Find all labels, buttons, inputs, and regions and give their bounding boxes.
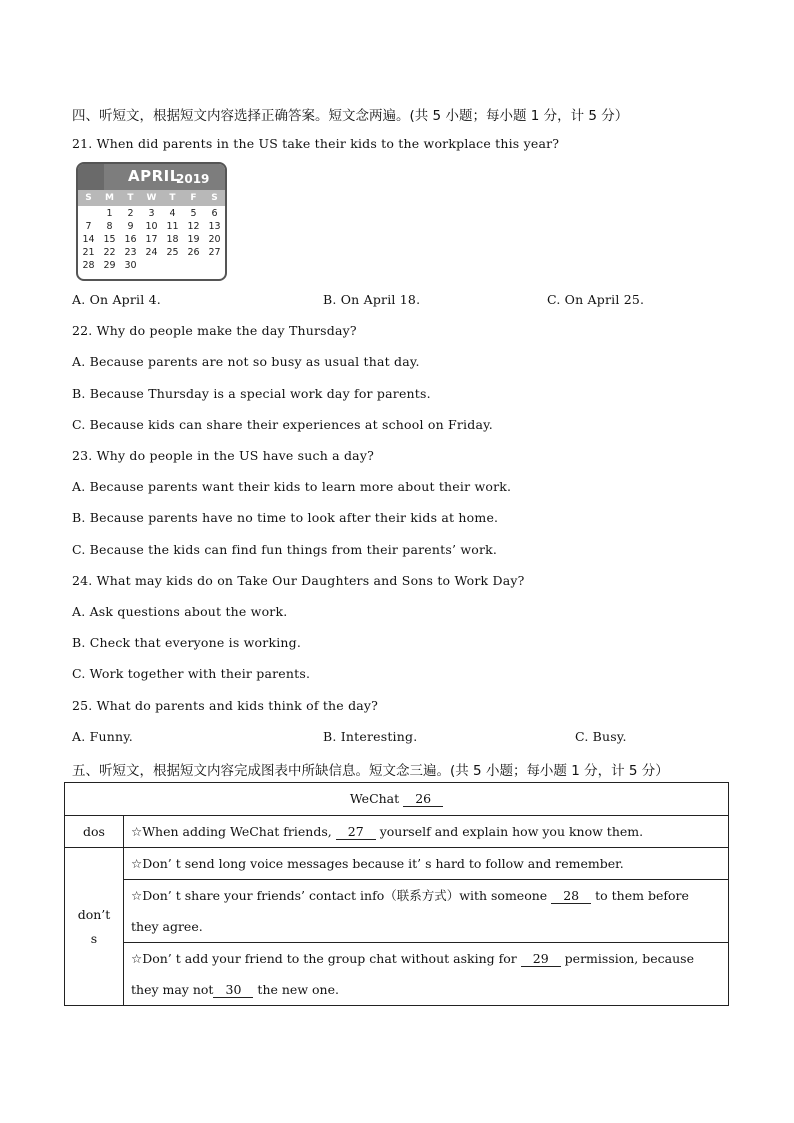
calendar-date: 26 xyxy=(187,247,200,258)
question-24: 24. What may kids do on Take Our Daughters and Sons to Work Day? xyxy=(72,573,525,588)
calendar-weekday: T xyxy=(127,193,134,203)
question-22: 22. Why do people make the day Thursday? xyxy=(72,323,357,338)
calendar-date: 21 xyxy=(82,247,95,258)
calendar-weekday: S xyxy=(211,193,218,203)
calendar-date: 22 xyxy=(103,247,116,258)
table-row-dont-3 xyxy=(65,943,729,1006)
calendar-date: 28 xyxy=(82,260,95,271)
q25-option-a: A. Funny. xyxy=(72,729,133,744)
calendar-weekday: F xyxy=(190,193,197,203)
dont-3-line2-after: the new one. xyxy=(253,982,339,997)
dont-2-line2: they agree. xyxy=(131,919,203,934)
calendar-date: 20 xyxy=(208,234,221,245)
blank-28[interactable]: 28 xyxy=(551,889,591,904)
calendar-date: 18 xyxy=(166,234,179,245)
dos-text-after: yourself and explain how you know them. xyxy=(375,824,644,839)
table-row-dont-1 xyxy=(65,848,729,880)
q22-option-a: A. Because parents are not so busy as usual that day. xyxy=(72,354,420,369)
calendar-weekday: T xyxy=(169,193,176,203)
calendar-date: 13 xyxy=(208,221,221,232)
dont-2-after: to them before xyxy=(591,888,689,903)
table-row-dos xyxy=(65,816,729,848)
q23-option-c: C. Because the kids can find fun things from their parents’ work. xyxy=(72,542,498,557)
calendar-date: 27 xyxy=(208,247,221,258)
calendar-date: 11 xyxy=(166,221,179,232)
calendar-date xyxy=(204,260,225,273)
blank-29[interactable]: 29 xyxy=(521,952,561,967)
calendar-date: 25 xyxy=(166,247,179,258)
calendar-date: 10 xyxy=(145,221,158,232)
blank-26[interactable]: 26 xyxy=(403,792,443,807)
calendar-date xyxy=(141,260,162,273)
q24-option-a: A. Ask questions about the work. xyxy=(72,604,288,619)
question-25: 25. What do parents and kids think of the day? xyxy=(72,698,379,713)
dos-cell xyxy=(124,816,729,848)
dos-label: dos xyxy=(65,816,124,848)
calendar-date: 9 xyxy=(127,221,134,232)
calendar-header xyxy=(78,164,225,190)
dont-3-cell xyxy=(124,943,729,1006)
calendar-year: 2019 xyxy=(176,172,210,186)
question-21: 21. When did parents in the US take their kids to the workplace this year? xyxy=(72,136,560,151)
question-23: 23. Why do people in the US have such a day? xyxy=(72,448,374,463)
calendar-dates xyxy=(78,206,225,273)
blank-27[interactable]: 27 xyxy=(336,825,376,840)
section5-header: 五、听短文，根据短文内容完成图表中所缺信息。短文念三遍。(共 5 小题；每小题 1 分，计 5 分） xyxy=(72,763,669,779)
calendar-weekday: M xyxy=(105,193,114,203)
calendar-date: 3 xyxy=(148,208,155,219)
calendar-date: 5 xyxy=(190,208,197,219)
calendar-date xyxy=(162,260,183,273)
calendar-weekday: W xyxy=(146,193,157,203)
calendar-date xyxy=(183,260,204,273)
donts-label-line1: don’t xyxy=(77,906,111,922)
q21-option-c: C. On April 25. xyxy=(547,292,645,307)
calendar-date xyxy=(78,208,99,221)
q22-option-c: C. Because kids can share their experiences at school on Friday. xyxy=(72,417,493,432)
q22-option-b: B. Because Thursday is a special work day for parents. xyxy=(72,386,431,401)
q23-option-a: A. Because parents want their kids to learn more about their work. xyxy=(72,479,512,494)
calendar-date: 1 xyxy=(106,208,113,219)
q23-option-b: B. Because parents have no time to look after their kids at home. xyxy=(72,510,499,525)
dos-text-before: ☆When adding WeChat friends, xyxy=(131,824,336,839)
calendar-date: 24 xyxy=(145,247,158,258)
q21-option-a: A. On April 4. xyxy=(72,292,161,307)
calendar-date: 12 xyxy=(187,221,200,232)
table-title-row xyxy=(65,783,729,816)
table-title-text: WeChat xyxy=(349,791,404,806)
q24-option-b: B. Check that everyone is working. xyxy=(72,635,302,650)
calendar-date: 30 xyxy=(124,260,137,271)
calendar-date: 15 xyxy=(103,234,116,245)
dont-2-cell xyxy=(124,880,729,943)
calendar-date: 17 xyxy=(145,234,158,245)
calendar-date: 7 xyxy=(85,221,92,232)
calendar-date: 23 xyxy=(124,247,137,258)
wechat-table xyxy=(64,782,729,1006)
calendar-date: 4 xyxy=(169,208,176,219)
table-title-cell xyxy=(65,783,729,816)
dont-1-cell: ☆Don’ t send long voice messages because it’ s hard to follow and remember. xyxy=(124,848,729,880)
q24-option-c: C. Work together with their parents. xyxy=(72,666,311,681)
calendar-date: 6 xyxy=(211,208,218,219)
calendar-image xyxy=(76,162,227,281)
dont-3-after: permission, because xyxy=(560,951,694,966)
calendar-date: 8 xyxy=(106,221,113,232)
dont-3-before: ☆Don’ t add your friend to the group chat without asking for xyxy=(131,951,521,966)
calendar-date: 14 xyxy=(82,234,95,245)
table-row-dont-2 xyxy=(65,880,729,943)
blank-30[interactable]: 30 xyxy=(213,983,253,998)
calendar-weekdays xyxy=(78,190,225,206)
calendar-date: 19 xyxy=(187,234,200,245)
dont-3-line2-before: they may not xyxy=(131,982,214,997)
calendar-date: 2 xyxy=(127,208,134,219)
q21-option-b: B. On April 18. xyxy=(323,292,421,307)
donts-label xyxy=(65,848,124,1006)
calendar-tab xyxy=(78,164,104,190)
donts-label-line2: s xyxy=(90,930,98,946)
dont-2-before: ☆Don’ t share your friends’ contact info（联系方式）with someone xyxy=(131,888,552,903)
q25-option-c: C. Busy. xyxy=(575,729,627,744)
q25-option-b: B. Interesting. xyxy=(323,729,418,744)
calendar-date: 16 xyxy=(124,234,137,245)
section4-header: 四、听短文，根据短文内容选择正确答案。短文念两遍。(共 5 小题；每小题 1 分，计 5 分） xyxy=(72,108,629,124)
calendar-date: 29 xyxy=(103,260,116,271)
calendar-weekday: S xyxy=(85,193,92,203)
calendar-month: APRIL xyxy=(128,167,180,185)
